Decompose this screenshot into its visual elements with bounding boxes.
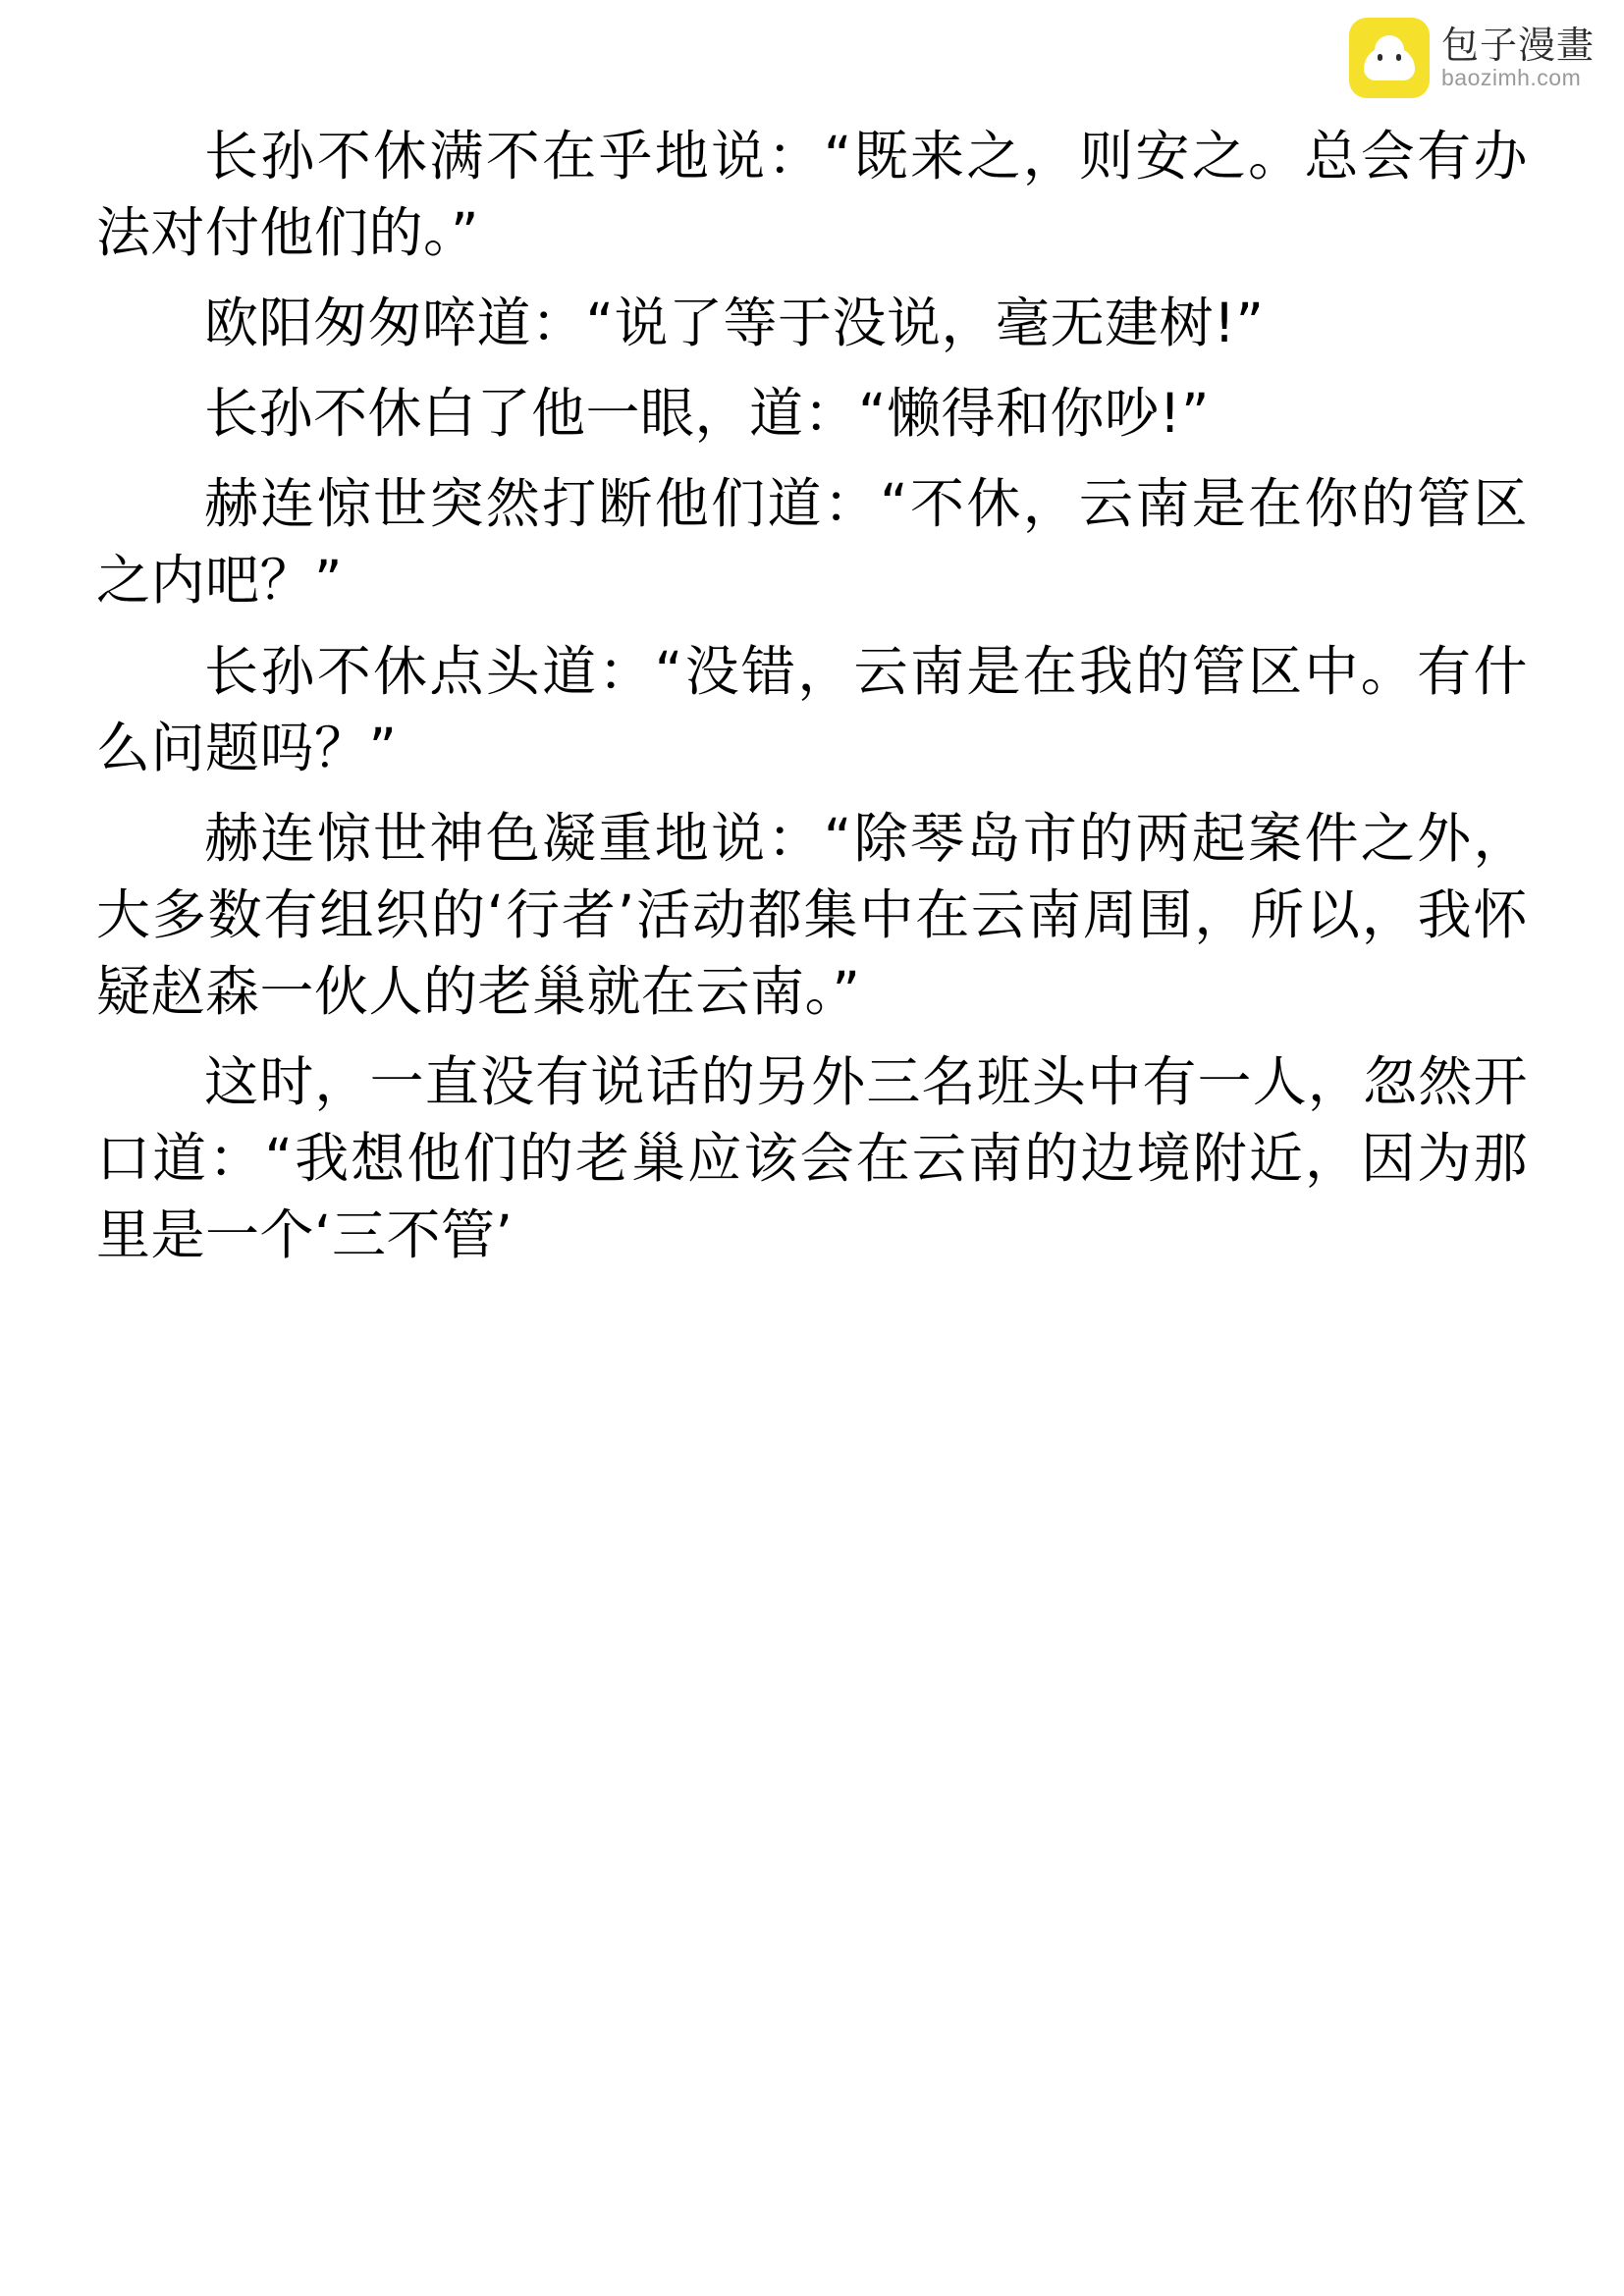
paragraph: 赫连惊世突然打断他们道：“不休，云南是在你的管区之内吧？”	[96, 472, 1528, 613]
baozi-bun-icon	[1349, 18, 1430, 98]
page-text-body	[96, 118, 1528, 1287]
site-watermark	[1349, 18, 1595, 98]
paragraph: 这时，一直没有说话的另外三名班头中有一人，忽然开口道：“我想他们的老巢应该会在云南的边境附近，因为那里是一个‘三不管’	[96, 1050, 1528, 1267]
watermark-title: 包子漫畫	[1440, 23, 1595, 67]
paragraph: 长孙不休白了他一眼，道：“懒得和你吵!”	[204, 382, 1211, 446]
watermark-subtitle: baozimh.com	[1440, 64, 1582, 90]
paragraph: 欧阳匆匆啐道：“说了等于没说，毫无建树!”	[204, 292, 1265, 355]
paragraph: 长孙不休满不在乎地说：“既来之，则安之。总会有办法对付他们的。”	[96, 125, 1528, 265]
paragraph: 长孙不休点头道：“没错，云南是在我的管区中。有什么问题吗？”	[96, 639, 1528, 779]
watermark-text	[1440, 23, 1595, 90]
paragraph: 赫连惊世神色凝重地说：“除琴岛市的两起案件之外，大多数有组织的‘行者’活动都集中在云南周围，所以，我怀疑赵森一伙人的老巢就在云南。”	[96, 806, 1528, 1023]
